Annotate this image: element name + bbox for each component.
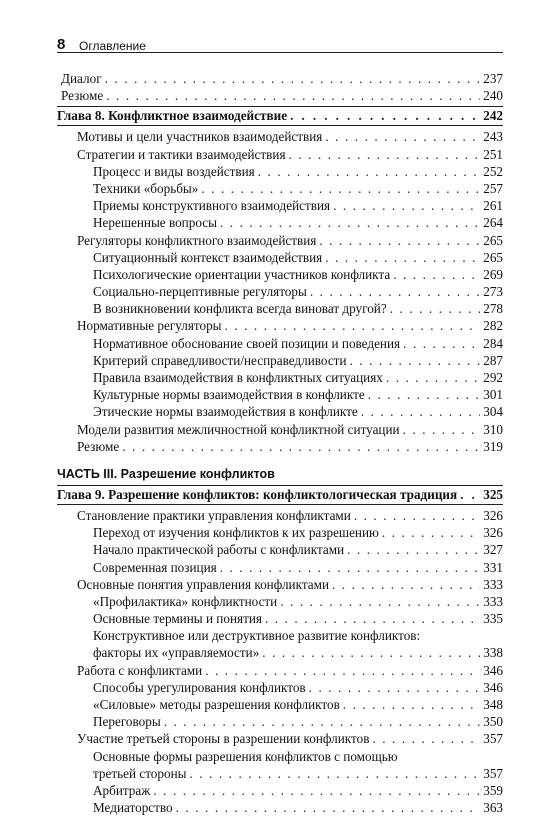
page-ref: 359 (483, 782, 503, 798)
leader-dots (201, 180, 480, 197)
leader-dots (289, 146, 480, 163)
entry-title: третьей стороны (93, 765, 187, 781)
leader-dots (368, 386, 480, 403)
chapter-8-heading[interactable] (57, 106, 503, 126)
leader-dots (343, 696, 480, 713)
toc-entry[interactable] (57, 541, 503, 558)
leader-dots (403, 335, 480, 352)
page-ref: 333 (483, 593, 503, 609)
entry-title: Резюме (61, 88, 104, 104)
page-ref: 237 (483, 71, 503, 86)
leader-dots (122, 438, 480, 455)
toc-entry[interactable] (57, 87, 503, 104)
entry-title: Нерешенные вопросы (93, 215, 217, 231)
toc-entry[interactable] (57, 507, 503, 524)
leader-dots (319, 232, 480, 249)
page-ref: 327 (483, 542, 503, 558)
chapter-9-entries (57, 507, 503, 816)
page-ref: 331 (483, 559, 503, 575)
page-ref: 243 (483, 129, 503, 145)
toc-entry[interactable] (57, 696, 503, 713)
leader-dots (280, 593, 480, 610)
page-ref: 273 (483, 284, 503, 300)
page-ref: 242 (483, 108, 503, 124)
toc-entry-continued: Основные формы разрешения конфликтов с помощью (93, 748, 398, 764)
entry-title: Диалог (61, 71, 102, 86)
toc-entry[interactable] (57, 352, 503, 369)
page-ref: 257 (483, 180, 503, 196)
page-ref: 301 (483, 387, 503, 403)
page-ref: 325 (483, 486, 503, 502)
entry-title: Приемы конструктивного взаимодействия (93, 198, 331, 214)
toc-entry[interactable] (57, 300, 503, 317)
chapter-8-entries (57, 128, 503, 455)
page-ref: 346 (483, 662, 503, 678)
entry-title: Социально-перцептивные регуляторы (93, 284, 307, 300)
toc-entry[interactable] (57, 249, 503, 266)
leader-dots (220, 214, 480, 231)
chapter-title: Глава 9. Разрешение конфликтов: конфликтологическая традиция (57, 486, 458, 502)
toc-entry[interactable] (57, 730, 503, 747)
chapter-9-heading[interactable] (57, 485, 503, 505)
chapter-title: Глава 8. Конфликтное взаимодействие (57, 108, 288, 124)
page-ref: 265 (483, 249, 503, 265)
leader-dots (354, 507, 480, 524)
entry-title: Медиаторство (93, 800, 173, 816)
toc-entry[interactable] (57, 317, 503, 334)
page-ref: 350 (483, 714, 503, 730)
page-ref: 310 (483, 421, 503, 437)
toc-entry[interactable] (57, 369, 503, 386)
entry-title: Способы урегулирования конфликтов (93, 679, 306, 695)
leader-dots (460, 486, 480, 504)
running-head (57, 38, 503, 53)
toc-entry[interactable] (57, 593, 503, 610)
entry-title: Модели развития межличностной конфликтной ситуации (77, 421, 400, 437)
toc-entry[interactable] (57, 232, 503, 249)
leader-dots (390, 300, 480, 317)
entry-title: Процесс и виды воздействия (93, 163, 255, 179)
entry-title: Культурные нормы взаимодействия в конфликте (93, 387, 365, 403)
entry-title: Современная позиция (93, 559, 217, 575)
toc-entry[interactable] (57, 197, 503, 214)
toc-entry[interactable] (57, 765, 503, 782)
leader-dots (372, 730, 480, 747)
entry-title: Нормативные регуляторы (77, 318, 222, 334)
entry-title: Психологические ориентации участников конфликта (93, 266, 391, 282)
toc-entry[interactable] (57, 146, 503, 163)
toc-entry[interactable] (57, 180, 503, 197)
toc-entry[interactable] (57, 163, 503, 180)
entry-title: Правила взаимодействия в конфликтных ситуациях (93, 370, 383, 385)
entry-title: факторы их «управляемости» (93, 645, 260, 661)
page-ref: 348 (483, 697, 503, 712)
entry-title: Переход от изучения конфликтов к их разрешению (93, 525, 379, 541)
leader-dots (164, 713, 480, 730)
entry-title: Основные понятия управления конфликтами (77, 576, 329, 592)
toc-entry[interactable] (57, 679, 503, 696)
entry-title: Становление практики управления конфликтами (77, 507, 351, 523)
entry-title: «Профилактика» конфликтности (93, 593, 278, 609)
page-ref: 287 (483, 352, 503, 368)
leader-dots (350, 352, 480, 369)
page-ref: 333 (483, 576, 503, 592)
leader-dots (205, 662, 480, 679)
toc-entry[interactable] (57, 713, 503, 730)
page-ref: 282 (483, 318, 503, 334)
leader-dots (309, 679, 480, 696)
leader-dots (190, 765, 481, 782)
entry-title: Участие третьей стороны в разрешении конфликтов (77, 731, 370, 747)
page-ref: 357 (483, 765, 503, 781)
leader-dots (325, 249, 480, 266)
page-ref: 326 (483, 525, 503, 541)
entry-title: Арбитраж (93, 782, 151, 798)
entry-title: Основные термины и понятия (93, 611, 262, 627)
page-ref: 265 (483, 232, 503, 248)
page-ref: 335 (483, 611, 503, 627)
part-3-heading: ЧАСТЬ III. Разрешение конфликтов (57, 466, 275, 481)
entry-title: Нормативное обоснование своей позиции и поведения (93, 335, 401, 351)
leader-dots (176, 799, 480, 816)
leader-dots (332, 576, 480, 593)
entry-title: «Силовые» методы разрешения конфликтов (93, 697, 340, 712)
page-number: 8 (57, 36, 66, 53)
page-ref: 252 (483, 163, 503, 179)
toc-entry[interactable] (57, 421, 503, 438)
toc-entry[interactable] (57, 386, 503, 403)
page-ref: 251 (483, 146, 503, 162)
toc-entry[interactable] (57, 610, 503, 627)
table-of-contents (57, 70, 503, 816)
entry-title: Стратегии и тактики взаимодействия (77, 146, 286, 162)
entry-title: Мотивы и цели участников взаимодействия (77, 129, 323, 145)
leader-dots (290, 107, 480, 125)
leader-dots (386, 369, 480, 386)
entry-title: Ситуационный контекст взаимодействия (93, 249, 323, 265)
leader-dots (333, 197, 480, 214)
page-ref: 346 (483, 679, 503, 695)
toc-entry[interactable] (57, 70, 503, 87)
entry-title: Этические нормы взаимодействия в конфликте (93, 404, 358, 420)
entry-title: Критерий справедливости/несправедливости (93, 352, 347, 368)
entry-title: Работа с конфликтами (77, 662, 203, 678)
leader-dots (106, 87, 480, 104)
toc-entry[interactable] (57, 438, 503, 455)
running-head-title: Оглавление (79, 39, 146, 53)
page-ref: 264 (483, 215, 503, 231)
leader-dots (105, 70, 480, 87)
toc-entry[interactable] (57, 524, 503, 541)
page-ref: 357 (483, 731, 503, 747)
toc-entry[interactable] (57, 283, 503, 300)
toc-entry[interactable] (57, 799, 503, 816)
leader-dots (325, 128, 480, 145)
toc-entry-continued: Конструктивное или деструктивное развитие конфликтов: (93, 628, 421, 644)
toc-entry[interactable] (57, 335, 503, 352)
page-ref: 326 (483, 507, 503, 523)
page-ref: 319 (483, 438, 503, 454)
toc-entry[interactable] (57, 214, 503, 231)
leader-dots (310, 283, 480, 300)
leader-dots (265, 610, 480, 627)
leader-dots (403, 421, 480, 438)
page-ref: 338 (483, 645, 503, 661)
leader-dots (220, 559, 480, 576)
leader-dots (393, 266, 480, 283)
page-ref: 304 (483, 404, 503, 420)
page-ref: 284 (483, 335, 503, 351)
toc-entry[interactable] (57, 403, 503, 420)
entry-title: Регуляторы конфликтного взаимодействия (77, 232, 317, 248)
page-ref: 240 (483, 88, 503, 104)
page-ref: 278 (483, 301, 503, 317)
leader-dots (262, 644, 480, 661)
leader-dots (347, 541, 480, 558)
toc-entry[interactable] (57, 559, 503, 576)
leader-dots (225, 317, 480, 334)
leader-dots (361, 403, 480, 420)
toc-entry[interactable] (57, 576, 503, 593)
page-ref: 269 (483, 266, 503, 282)
entry-title: В возникновении конфликта всегда виноват другой? (93, 301, 387, 317)
entry-title: Переговоры (93, 714, 161, 730)
toc-entry[interactable] (57, 662, 503, 679)
toc-entry[interactable] (57, 266, 503, 283)
entry-title: Начало практической работы с конфликтами (93, 542, 345, 558)
leader-dots (382, 524, 480, 541)
entry-title: Резюме (77, 438, 120, 454)
entry-title: Техники «борьбы» (93, 180, 199, 196)
page-ref: 261 (483, 198, 503, 214)
page-ref: 363 (483, 800, 503, 816)
toc-entry[interactable] (57, 128, 503, 145)
toc-entry[interactable] (57, 644, 503, 661)
leader-dots (258, 163, 480, 180)
toc-top-group (57, 70, 503, 104)
page-ref: 292 (483, 370, 503, 385)
